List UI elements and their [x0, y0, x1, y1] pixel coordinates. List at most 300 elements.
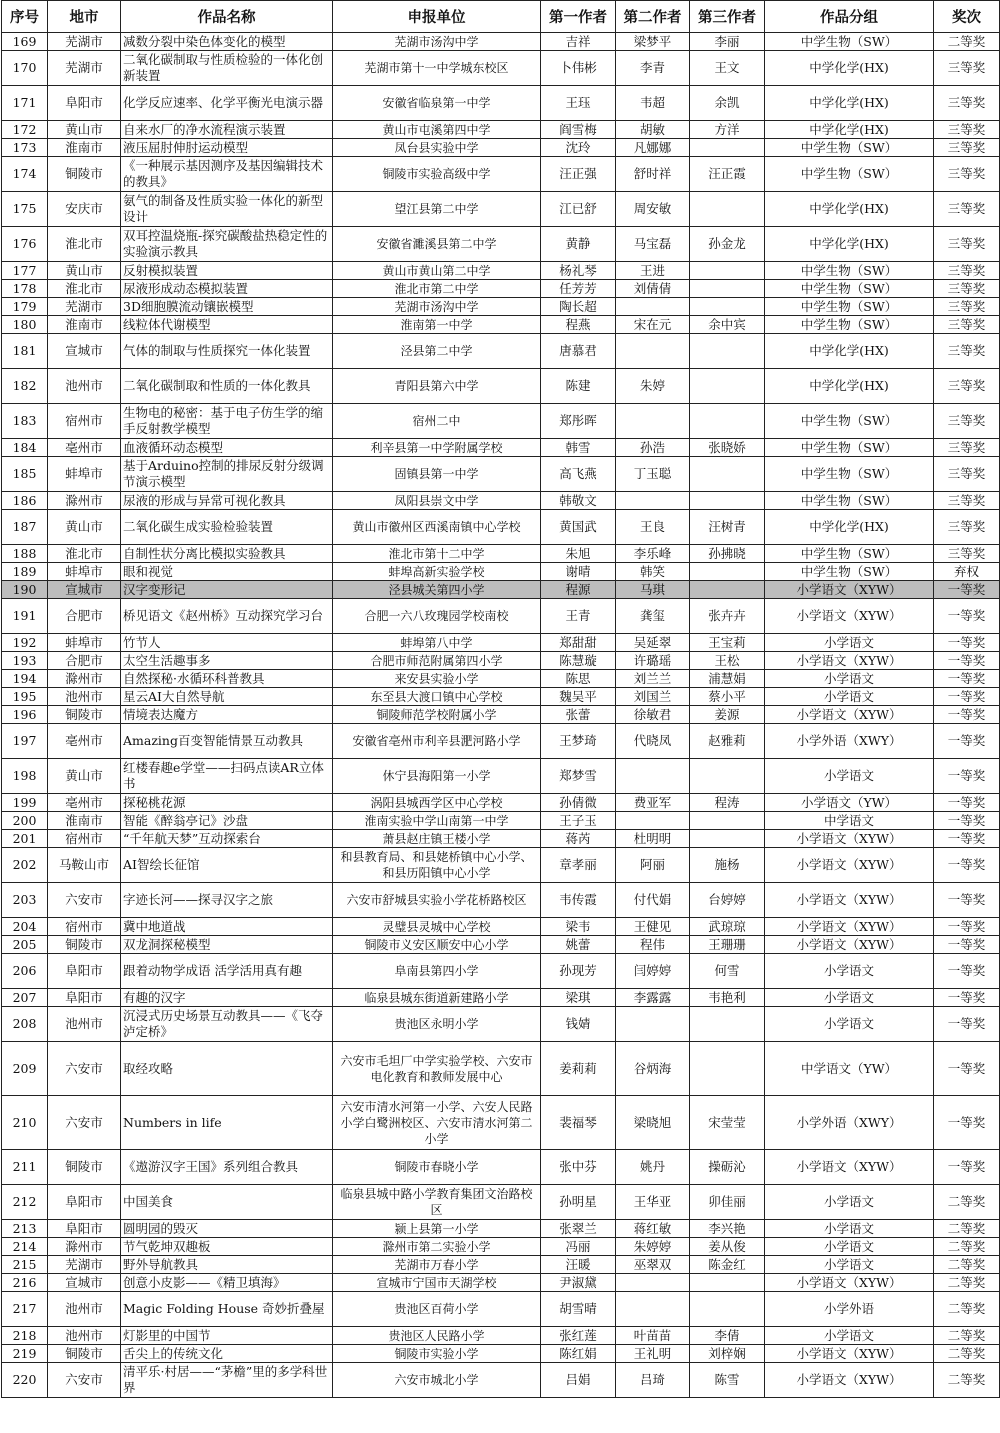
cell-group: 中学化学(HX) — [765, 369, 934, 404]
cell-third-author — [690, 334, 765, 369]
cell-third-author: 施杨 — [690, 848, 765, 883]
cell-first-author: 王珏 — [541, 86, 616, 121]
cell-group: 小学语文（XYW） — [765, 918, 934, 936]
cell-work-title: 眼和视觉 — [121, 563, 333, 581]
cell-work-title: 生物电的秘密：基于电子仿生学的缩手反射教学模型 — [121, 404, 333, 439]
cell-prize: 一等奖 — [934, 724, 1000, 759]
cell-first-author: 胡雪晴 — [541, 1292, 616, 1327]
table-row — [2, 1363, 1000, 1398]
cell-unit: 贵池区人民路小学 — [333, 1327, 541, 1345]
cell-third-author — [690, 563, 765, 581]
cell-city: 蚌埠市 — [48, 457, 121, 492]
cell-group: 小学语文（XYW） — [765, 1274, 934, 1292]
cell-first-author: 杨礼琴 — [541, 262, 616, 280]
cell-third-author — [690, 192, 765, 227]
cell-first-author: 钱婧 — [541, 1007, 616, 1042]
table-row — [2, 457, 1000, 492]
cell-unit: 宿州二中 — [333, 404, 541, 439]
cell-first-author: 沈玲 — [541, 139, 616, 157]
cell-prize: 二等奖 — [934, 1256, 1000, 1274]
cell-second-author — [616, 1007, 690, 1042]
cell-third-author — [690, 1292, 765, 1327]
cell-work-title: 线粒体代谢模型 — [121, 316, 333, 334]
cell-city: 滁州市 — [48, 1238, 121, 1256]
cell-third-author: 卯佳丽 — [690, 1185, 765, 1220]
table-row — [2, 439, 1000, 457]
cell-work-title: 清平乐·村居——“茅檐”里的多学科世界 — [121, 1363, 333, 1398]
cell-second-author: 梁梦平 — [616, 33, 690, 51]
cell-unit: 淮北市第二中学 — [333, 280, 541, 298]
table-row — [2, 192, 1000, 227]
cell-second-author: 朱婷婷 — [616, 1238, 690, 1256]
cell-number: 184 — [2, 439, 48, 457]
cell-second-author: 叶苗苗 — [616, 1327, 690, 1345]
cell-group: 中学化学(HX) — [765, 334, 934, 369]
cell-work-title: 二氧化碳制取与性质检验的一体化创新装置 — [121, 51, 333, 86]
cell-number: 210 — [2, 1096, 48, 1150]
table-row — [2, 812, 1000, 830]
cell-work-title: “千年航天梦”互动探索台 — [121, 830, 333, 848]
cell-third-author: 赵雅莉 — [690, 724, 765, 759]
cell-city: 黄山市 — [48, 121, 121, 139]
cell-unit: 临泉县城中路小学教育集团文治路校区 — [333, 1185, 541, 1220]
cell-prize: 一等奖 — [934, 634, 1000, 652]
table-row — [2, 830, 1000, 848]
cell-number: 199 — [2, 794, 48, 812]
cell-second-author: 付代娟 — [616, 883, 690, 918]
cell-prize: 二等奖 — [934, 33, 1000, 51]
cell-city: 亳州市 — [48, 794, 121, 812]
table-row — [2, 227, 1000, 262]
cell-work-title: 竹节人 — [121, 634, 333, 652]
cell-number: 174 — [2, 157, 48, 192]
cell-unit: 贵池区百荷小学 — [333, 1292, 541, 1327]
cell-city: 芜湖市 — [48, 1256, 121, 1274]
cell-city: 池州市 — [48, 1327, 121, 1345]
cell-number: 181 — [2, 334, 48, 369]
cell-group: 小学语文（XYW） — [765, 830, 934, 848]
table-row — [2, 1150, 1000, 1185]
cell-second-author: 吴延翠 — [616, 634, 690, 652]
cell-city: 淮北市 — [48, 545, 121, 563]
cell-city: 铜陵市 — [48, 706, 121, 724]
table-row — [2, 759, 1000, 794]
cell-group: 小学语文（XYW） — [765, 581, 934, 599]
table-body — [2, 33, 1000, 1398]
cell-work-title: 二氧化碳制取和性质的一体化教具 — [121, 369, 333, 404]
cell-third-author — [690, 1042, 765, 1096]
cell-number: 183 — [2, 404, 48, 439]
cell-group: 小学语文 — [765, 1007, 934, 1042]
header-prize: 奖次 — [934, 1, 1000, 33]
cell-unit: 宣城市宁国市天湖学校 — [333, 1274, 541, 1292]
table-row — [2, 1274, 1000, 1292]
cell-prize: 三等奖 — [934, 280, 1000, 298]
cell-unit: 贵池区永明小学 — [333, 1007, 541, 1042]
cell-second-author: 费亚军 — [616, 794, 690, 812]
cell-second-author: 孙浩 — [616, 439, 690, 457]
cell-number: 175 — [2, 192, 48, 227]
cell-city: 芜湖市 — [48, 51, 121, 86]
cell-number: 219 — [2, 1345, 48, 1363]
table-row — [2, 1096, 1000, 1150]
header-author2: 第二作者 — [616, 1, 690, 33]
header-row — [2, 1, 1000, 33]
table-row — [2, 1007, 1000, 1042]
table-row — [2, 334, 1000, 369]
cell-city: 六安市 — [48, 883, 121, 918]
cell-first-author: 陈建 — [541, 369, 616, 404]
cell-prize: 一等奖 — [934, 1150, 1000, 1185]
cell-group: 小学语文 — [765, 1256, 934, 1274]
cell-prize: 一等奖 — [934, 989, 1000, 1007]
cell-work-title: Numbers in life — [121, 1096, 333, 1150]
cell-prize: 一等奖 — [934, 954, 1000, 989]
table-row-highlighted — [2, 581, 1000, 599]
cell-work-title: 基于Arduino控制的排尿反射分级调节演示模型 — [121, 457, 333, 492]
cell-unit: 蚌埠高新实验学校 — [333, 563, 541, 581]
table-row — [2, 1327, 1000, 1345]
cell-city: 池州市 — [48, 1292, 121, 1327]
cell-prize: 三等奖 — [934, 492, 1000, 510]
cell-number: 172 — [2, 121, 48, 139]
table-row — [2, 652, 1000, 670]
cell-prize: 三等奖 — [934, 334, 1000, 369]
cell-second-author: 王良 — [616, 510, 690, 545]
cell-second-author: 李露露 — [616, 989, 690, 1007]
cell-work-title: 气体的制取与性质探究一体化装置 — [121, 334, 333, 369]
cell-prize: 三等奖 — [934, 510, 1000, 545]
table-row — [2, 670, 1000, 688]
cell-city: 铜陵市 — [48, 936, 121, 954]
cell-prize: 三等奖 — [934, 192, 1000, 227]
cell-second-author — [616, 334, 690, 369]
cell-prize: 一等奖 — [934, 652, 1000, 670]
cell-third-author: 孙拂晓 — [690, 545, 765, 563]
cell-number: 213 — [2, 1220, 48, 1238]
cell-city: 芜湖市 — [48, 33, 121, 51]
cell-city: 宿州市 — [48, 830, 121, 848]
cell-city: 淮南市 — [48, 316, 121, 334]
cell-prize: 三等奖 — [934, 139, 1000, 157]
cell-second-author: 梁晓旭 — [616, 1096, 690, 1150]
cell-second-author: 周安敏 — [616, 192, 690, 227]
cell-number: 195 — [2, 688, 48, 706]
cell-work-title: 中国美食 — [121, 1185, 333, 1220]
cell-city: 蚌埠市 — [48, 563, 121, 581]
cell-second-author — [616, 492, 690, 510]
cell-number: 187 — [2, 510, 48, 545]
cell-unit: 淮北市第十二中学 — [333, 545, 541, 563]
cell-second-author: 王华亚 — [616, 1185, 690, 1220]
cell-group: 小学语文（XYW） — [765, 936, 934, 954]
cell-group: 中学化学(HX) — [765, 121, 934, 139]
cell-first-author: 高飞燕 — [541, 457, 616, 492]
cell-city: 淮南市 — [48, 139, 121, 157]
cell-city: 宿州市 — [48, 404, 121, 439]
cell-unit: 利辛县第一中学附属学校 — [333, 439, 541, 457]
cell-prize: 一等奖 — [934, 918, 1000, 936]
cell-first-author: 卜伟彬 — [541, 51, 616, 86]
cell-group: 中学生物（SW） — [765, 404, 934, 439]
cell-third-author — [690, 457, 765, 492]
cell-third-author: 陈金红 — [690, 1256, 765, 1274]
cell-third-author: 韦艳利 — [690, 989, 765, 1007]
header-unit: 申报单位 — [333, 1, 541, 33]
cell-work-title: 自来水厂的净水流程演示装置 — [121, 121, 333, 139]
cell-third-author: 李丽 — [690, 33, 765, 51]
cell-unit: 休宁县海阳第一小学 — [333, 759, 541, 794]
cell-city: 亳州市 — [48, 439, 121, 457]
table-row — [2, 33, 1000, 51]
cell-work-title: 舌尖上的传统文化 — [121, 1345, 333, 1363]
cell-first-author: 陶长超 — [541, 298, 616, 316]
table-row — [2, 688, 1000, 706]
cell-first-author: 阎雪梅 — [541, 121, 616, 139]
cell-first-author: 孙倩微 — [541, 794, 616, 812]
table-row — [2, 724, 1000, 759]
cell-third-author: 余凯 — [690, 86, 765, 121]
cell-number: 215 — [2, 1256, 48, 1274]
cell-third-author: 王珊珊 — [690, 936, 765, 954]
cell-unit: 颍上县第一小学 — [333, 1220, 541, 1238]
cell-second-author: 徐敏君 — [616, 706, 690, 724]
cell-number: 192 — [2, 634, 48, 652]
cell-third-author: 浦慧娟 — [690, 670, 765, 688]
cell-first-author: 程源 — [541, 581, 616, 599]
cell-third-author: 程涛 — [690, 794, 765, 812]
table-row — [2, 51, 1000, 86]
cell-second-author — [616, 812, 690, 830]
cell-group: 小学语文（XYW） — [765, 1363, 934, 1398]
cell-unit: 滁州市第二实验小学 — [333, 1238, 541, 1256]
cell-group: 小学语文 — [765, 1185, 934, 1220]
cell-group: 中学生物（SW） — [765, 157, 934, 192]
cell-third-author: 方洋 — [690, 121, 765, 139]
table-row — [2, 121, 1000, 139]
cell-second-author: 闫婷婷 — [616, 954, 690, 989]
cell-prize: 二等奖 — [934, 1238, 1000, 1256]
cell-city: 宣城市 — [48, 581, 121, 599]
cell-city: 宿州市 — [48, 918, 121, 936]
cell-number: 211 — [2, 1150, 48, 1185]
cell-city: 宣城市 — [48, 334, 121, 369]
table-row — [2, 545, 1000, 563]
cell-third-author: 汪正霞 — [690, 157, 765, 192]
cell-first-author: 姜莉莉 — [541, 1042, 616, 1096]
cell-work-title: Magic Folding House 奇妙折叠屋 — [121, 1292, 333, 1327]
cell-prize: 一等奖 — [934, 599, 1000, 634]
cell-second-author: 蒋红敏 — [616, 1220, 690, 1238]
table-row — [2, 369, 1000, 404]
cell-city: 淮北市 — [48, 227, 121, 262]
cell-prize: 一等奖 — [934, 1007, 1000, 1042]
cell-work-title: 血液循环动态模型 — [121, 439, 333, 457]
cell-work-title: 野外导航教具 — [121, 1256, 333, 1274]
cell-group: 小学语文 — [765, 634, 934, 652]
cell-number: 173 — [2, 139, 48, 157]
cell-second-author: 马琪 — [616, 581, 690, 599]
cell-unit: 黄山市屯溪第四中学 — [333, 121, 541, 139]
header-no: 序号 — [2, 1, 48, 33]
cell-third-author — [690, 369, 765, 404]
cell-city: 芜湖市 — [48, 298, 121, 316]
cell-unit: 东至县大渡口镇中心学校 — [333, 688, 541, 706]
cell-prize: 二等奖 — [934, 1345, 1000, 1363]
cell-unit: 阜南县第四小学 — [333, 954, 541, 989]
cell-group: 中学生物（SW） — [765, 545, 934, 563]
cell-prize: 三等奖 — [934, 121, 1000, 139]
cell-unit: 合肥市师范附属第四小学 — [333, 652, 541, 670]
cell-third-author: 王松 — [690, 652, 765, 670]
cell-unit: 芜湖市汤沟中学 — [333, 298, 541, 316]
cell-second-author: 阿丽 — [616, 848, 690, 883]
cell-group: 中学生物（SW） — [765, 439, 934, 457]
cell-city: 合肥市 — [48, 599, 121, 634]
cell-unit: 萧县赵庄镇王楼小学 — [333, 830, 541, 848]
cell-work-title: 桥见语文《赵州桥》互动探究学习台 — [121, 599, 333, 634]
cell-number: 201 — [2, 830, 48, 848]
cell-number: 191 — [2, 599, 48, 634]
cell-first-author: 冯丽 — [541, 1238, 616, 1256]
cell-first-author: 吕娟 — [541, 1363, 616, 1398]
cell-unit: 芜湖市第十一中学城东校区 — [333, 51, 541, 86]
table-row — [2, 1185, 1000, 1220]
cell-prize: 二等奖 — [934, 1220, 1000, 1238]
cell-number: 207 — [2, 989, 48, 1007]
cell-second-author: 代晓凤 — [616, 724, 690, 759]
cell-unit: 安徽省濉溪县第二中学 — [333, 227, 541, 262]
cell-second-author: 王进 — [616, 262, 690, 280]
cell-first-author: 裴福琴 — [541, 1096, 616, 1150]
cell-work-title: 灯影里的中国节 — [121, 1327, 333, 1345]
cell-group: 小学语文 — [765, 989, 934, 1007]
cell-unit: 安徽省临泉第一中学 — [333, 86, 541, 121]
cell-first-author: 程燕 — [541, 316, 616, 334]
cell-work-title: 液压屈肘伸肘运动模型 — [121, 139, 333, 157]
cell-work-title: 尿液的形成与异常可视化教具 — [121, 492, 333, 510]
cell-work-title: 创意小皮影——《精卫填海》 — [121, 1274, 333, 1292]
cell-second-author — [616, 1274, 690, 1292]
cell-number: 204 — [2, 918, 48, 936]
cell-first-author: 王青 — [541, 599, 616, 634]
cell-unit: 铜陵师范学校附属小学 — [333, 706, 541, 724]
cell-prize: 三等奖 — [934, 457, 1000, 492]
cell-city: 阜阳市 — [48, 954, 121, 989]
cell-first-author: 韩敬文 — [541, 492, 616, 510]
cell-group: 中学生物（SW） — [765, 316, 934, 334]
cell-third-author — [690, 830, 765, 848]
cell-work-title: 《一种展示基因测序及基因编辑技术的教具》 — [121, 157, 333, 192]
cell-first-author: 张红莲 — [541, 1327, 616, 1345]
awards-table — [1, 0, 1000, 1398]
cell-third-author: 宋莹莹 — [690, 1096, 765, 1150]
cell-prize: 一等奖 — [934, 1096, 1000, 1150]
cell-second-author: 姚丹 — [616, 1150, 690, 1185]
cell-group: 小学语文（XYW） — [765, 883, 934, 918]
table-row — [2, 918, 1000, 936]
cell-group: 小学外语（XWY） — [765, 1096, 934, 1150]
cell-second-author: 刘倩倩 — [616, 280, 690, 298]
cell-work-title: 3D细胞膜流动镶嵌模型 — [121, 298, 333, 316]
cell-third-author: 何雪 — [690, 954, 765, 989]
cell-number: 205 — [2, 936, 48, 954]
cell-second-author: 王礼明 — [616, 1345, 690, 1363]
cell-group: 小学语文（XYW） — [765, 1345, 934, 1363]
cell-prize: 一等奖 — [934, 794, 1000, 812]
cell-first-author: 朱旭 — [541, 545, 616, 563]
cell-second-author: 舒时祥 — [616, 157, 690, 192]
cell-second-author: 龚玺 — [616, 599, 690, 634]
cell-prize: 三等奖 — [934, 51, 1000, 86]
cell-first-author: 孙现芳 — [541, 954, 616, 989]
cell-second-author: 李青 — [616, 51, 690, 86]
cell-third-author: 蔡小平 — [690, 688, 765, 706]
cell-prize: 一等奖 — [934, 670, 1000, 688]
cell-group: 中学生物（SW） — [765, 563, 934, 581]
table-row — [2, 404, 1000, 439]
table-row — [2, 1256, 1000, 1274]
cell-third-author: 孙金龙 — [690, 227, 765, 262]
cell-city: 淮南市 — [48, 812, 121, 830]
table-row — [2, 1220, 1000, 1238]
cell-second-author: 胡敏 — [616, 121, 690, 139]
cell-number: 196 — [2, 706, 48, 724]
cell-second-author: 吕琦 — [616, 1363, 690, 1398]
table-row — [2, 563, 1000, 581]
cell-prize: 一等奖 — [934, 1042, 1000, 1096]
cell-number: 185 — [2, 457, 48, 492]
cell-third-author: 台婷婷 — [690, 883, 765, 918]
cell-number: 220 — [2, 1363, 48, 1398]
cell-third-author — [690, 298, 765, 316]
cell-number: 188 — [2, 545, 48, 563]
cell-third-author: 陈雪 — [690, 1363, 765, 1398]
cell-third-author — [690, 139, 765, 157]
cell-work-title: 星云AI大自然导航 — [121, 688, 333, 706]
header-city: 地市 — [48, 1, 121, 33]
cell-city: 铜陵市 — [48, 1150, 121, 1185]
cell-number: 194 — [2, 670, 48, 688]
cell-prize: 三等奖 — [934, 298, 1000, 316]
cell-first-author: 孙明星 — [541, 1185, 616, 1220]
cell-second-author: 刘国兰 — [616, 688, 690, 706]
cell-prize: 一等奖 — [934, 936, 1000, 954]
cell-work-title: Amazing百变智能情景互动教具 — [121, 724, 333, 759]
cell-city: 池州市 — [48, 688, 121, 706]
cell-city: 阜阳市 — [48, 1185, 121, 1220]
table-row — [2, 510, 1000, 545]
cell-second-author — [616, 404, 690, 439]
cell-first-author: 张中芬 — [541, 1150, 616, 1185]
cell-second-author: 凡娜娜 — [616, 139, 690, 157]
table-row — [2, 794, 1000, 812]
cell-prize: 二等奖 — [934, 1185, 1000, 1220]
cell-prize: 三等奖 — [934, 157, 1000, 192]
cell-prize: 一等奖 — [934, 688, 1000, 706]
cell-second-author — [616, 1292, 690, 1327]
cell-second-author: 李乐峰 — [616, 545, 690, 563]
cell-third-author: 操砺沁 — [690, 1150, 765, 1185]
cell-number: 171 — [2, 86, 48, 121]
cell-city: 阜阳市 — [48, 86, 121, 121]
cell-city: 阜阳市 — [48, 1220, 121, 1238]
cell-unit: 安徽省亳州市利辛县淝河路小学 — [333, 724, 541, 759]
cell-unit: 铜陵市义安区顺安中心小学 — [333, 936, 541, 954]
cell-first-author: 陈思 — [541, 670, 616, 688]
cell-second-author: 宋在元 — [616, 316, 690, 334]
cell-unit: 凤阳县崇文中学 — [333, 492, 541, 510]
